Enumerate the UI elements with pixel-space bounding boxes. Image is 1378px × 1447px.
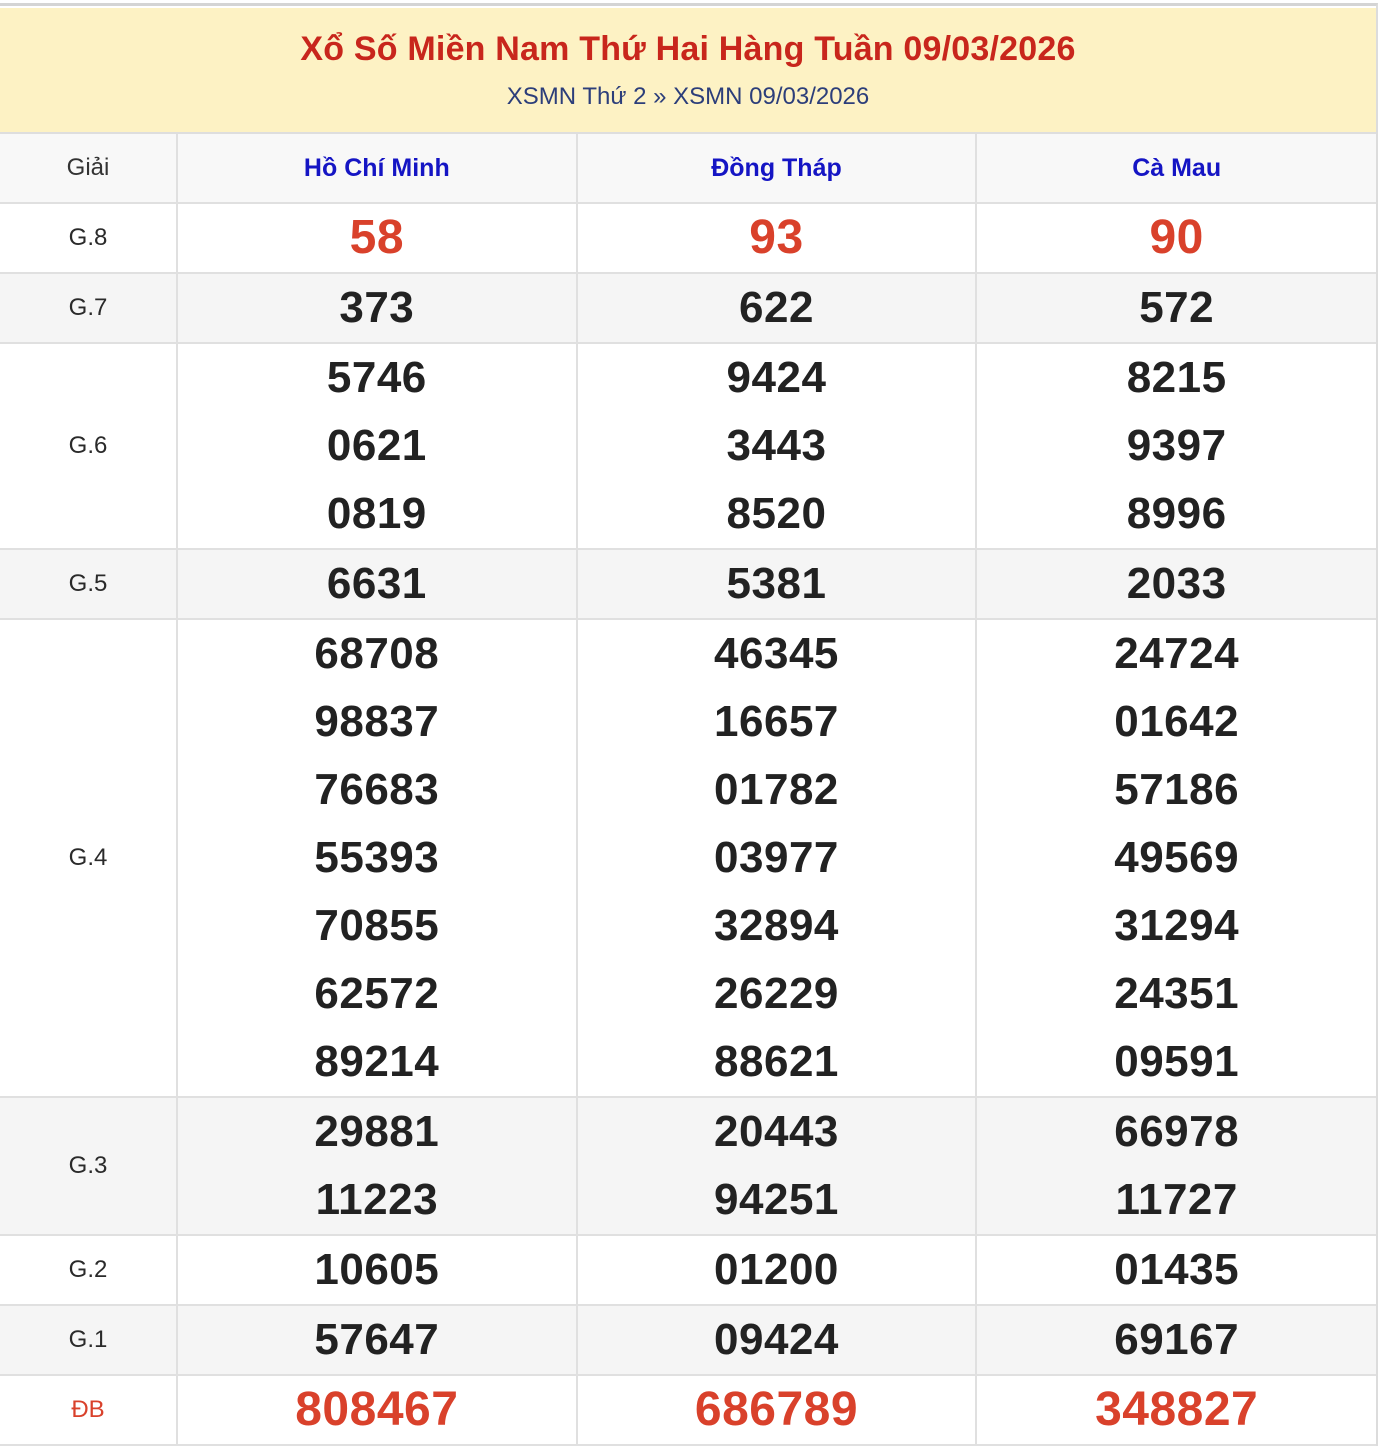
results-table	[0, 134, 1376, 1446]
result-cell-ho-chi-minh	[177, 1375, 577, 1445]
winning-number: 24351	[1114, 969, 1240, 1018]
winning-number: 01642	[1114, 697, 1240, 746]
winning-number: 348827	[1095, 1383, 1259, 1436]
number-list	[977, 1236, 1376, 1304]
result-cell-ca-mau	[976, 1235, 1376, 1305]
winning-number: 98837	[314, 697, 440, 746]
result-cell-ca-mau	[976, 273, 1376, 343]
breadcrumb-link-weekday[interactable]: XSMN Thứ 2	[506, 83, 647, 110]
winning-number: 69167	[1114, 1315, 1240, 1364]
winning-number: 89214	[314, 1037, 440, 1086]
number-list	[977, 620, 1376, 1096]
breadcrumb	[0, 83, 1376, 111]
winning-number: 8520	[726, 489, 827, 538]
results-body	[0, 203, 1376, 1445]
winning-number: 373	[339, 283, 415, 332]
prize-row-g1	[0, 1305, 1376, 1375]
result-cell-dong-thap	[577, 619, 977, 1097]
winning-number: 01435	[1114, 1245, 1240, 1294]
result-cell-ho-chi-minh	[177, 203, 577, 273]
number-list	[578, 1376, 976, 1444]
prize-row-db	[0, 1375, 1376, 1445]
prize-label: ĐB	[0, 1375, 177, 1445]
winning-number: 8215	[1126, 353, 1227, 402]
prize-label: G.7	[0, 273, 177, 343]
winning-number: 31294	[1114, 901, 1240, 950]
table-header-row	[0, 134, 1376, 203]
province-header-ho-chi-minh[interactable]: Hồ Chí Minh	[177, 134, 577, 203]
number-list	[977, 274, 1376, 342]
winning-number: 93	[749, 211, 804, 264]
number-list	[178, 1376, 576, 1444]
winning-number: 5746	[326, 353, 427, 402]
result-cell-ho-chi-minh	[177, 549, 577, 619]
result-cell-dong-thap	[577, 1235, 977, 1305]
number-list	[578, 1236, 976, 1304]
winning-number: 09424	[714, 1315, 839, 1364]
winning-number: 58	[349, 211, 405, 264]
winning-number: 3443	[726, 421, 827, 470]
winning-number: 49569	[1114, 833, 1240, 882]
result-cell-dong-thap	[577, 1375, 977, 1445]
number-list	[178, 344, 576, 548]
number-list	[178, 550, 576, 618]
result-cell-ca-mau	[976, 1375, 1376, 1445]
winning-number: 10605	[314, 1245, 440, 1294]
result-cell-ho-chi-minh	[177, 1097, 577, 1235]
page-title: Xổ Số Miền Nam Thứ Hai Hàng Tuần 09/03/2026	[300, 30, 1076, 68]
winning-number: 01782	[714, 765, 839, 814]
winning-number: 03977	[714, 833, 839, 882]
prize-row-g3	[0, 1097, 1376, 1235]
number-list	[977, 204, 1376, 272]
province-header-ca-mau[interactable]: Cà Mau	[976, 134, 1376, 203]
prize-row-g8	[0, 203, 1376, 273]
result-cell-dong-thap	[577, 549, 977, 619]
result-cell-ho-chi-minh	[177, 619, 577, 1097]
winning-number: 572	[1139, 283, 1215, 332]
winning-number: 0621	[326, 421, 427, 470]
result-cell-ca-mau	[976, 1097, 1376, 1235]
winning-number: 622	[739, 283, 814, 332]
result-cell-ho-chi-minh	[177, 1305, 577, 1375]
number-list	[178, 620, 576, 1096]
winning-number: 6631	[326, 559, 427, 608]
number-list	[578, 1098, 976, 1234]
result-cell-dong-thap	[577, 1097, 977, 1235]
prize-label: G.1	[0, 1305, 177, 1375]
prize-row-g5	[0, 549, 1376, 619]
winning-number: 0819	[326, 489, 427, 538]
number-list	[178, 1306, 576, 1374]
prize-row-g4	[0, 619, 1376, 1097]
winning-number: 88621	[714, 1037, 839, 1086]
winning-number: 24724	[1114, 629, 1240, 678]
number-list	[578, 620, 976, 1096]
winning-number: 808467	[295, 1383, 459, 1436]
winning-number: 2033	[1126, 559, 1227, 608]
winning-number: 66978	[1114, 1107, 1240, 1156]
number-list	[578, 1306, 976, 1374]
number-list	[578, 204, 976, 272]
winning-number: 20443	[714, 1107, 839, 1156]
number-list	[977, 1306, 1376, 1374]
breadcrumb-separator: »	[653, 83, 667, 110]
number-list	[977, 344, 1376, 548]
result-cell-ca-mau	[976, 1305, 1376, 1375]
winning-number: 32894	[714, 901, 839, 950]
winning-number: 62572	[314, 969, 440, 1018]
winning-number: 8996	[1126, 489, 1227, 538]
province-header-dong-thap[interactable]: Đồng Tháp	[577, 134, 977, 203]
number-list	[977, 1098, 1376, 1234]
number-list	[178, 1236, 576, 1304]
winning-number: 68708	[314, 629, 440, 678]
results-banner	[0, 8, 1376, 134]
winning-number: 76683	[314, 765, 440, 814]
number-list	[977, 550, 1376, 618]
breadcrumb-link-date[interactable]: XSMN 09/03/2026	[673, 83, 870, 110]
result-cell-ca-mau	[976, 343, 1376, 549]
winning-number: 09591	[1114, 1037, 1240, 1086]
result-cell-ca-mau	[976, 203, 1376, 273]
winning-number: 686789	[694, 1383, 859, 1436]
result-cell-ho-chi-minh	[177, 343, 577, 549]
prize-label: G.3	[0, 1097, 177, 1235]
result-cell-dong-thap	[577, 1305, 977, 1375]
winning-number: 55393	[314, 833, 440, 882]
result-cell-ho-chi-minh	[177, 273, 577, 343]
winning-number: 9397	[1126, 421, 1227, 470]
winning-number: 90	[1149, 211, 1204, 264]
winning-number: 29881	[314, 1107, 440, 1156]
prize-label: G.2	[0, 1235, 177, 1305]
prize-column-header: Giải	[0, 134, 177, 203]
prize-label: G.6	[0, 343, 177, 549]
number-list	[578, 274, 976, 342]
result-cell-dong-thap	[577, 273, 977, 343]
result-cell-dong-thap	[577, 343, 977, 549]
prize-label: G.5	[0, 549, 177, 619]
result-cell-dong-thap	[577, 203, 977, 273]
prize-label: G.4	[0, 619, 177, 1097]
prize-label: G.8	[0, 203, 177, 273]
result-cell-ca-mau	[976, 549, 1376, 619]
result-cell-ca-mau	[976, 619, 1376, 1097]
winning-number: 26229	[714, 969, 839, 1018]
winning-number: 5381	[726, 559, 827, 608]
number-list	[578, 550, 976, 618]
number-list	[578, 344, 976, 548]
winning-number: 16657	[714, 697, 839, 746]
prize-row-g6	[0, 343, 1376, 549]
winning-number: 01200	[714, 1245, 839, 1294]
winning-number: 46345	[714, 629, 839, 678]
winning-number: 9424	[726, 353, 827, 402]
lottery-results-panel	[0, 3, 1378, 1446]
winning-number: 11727	[1115, 1175, 1238, 1224]
prize-row-g7	[0, 273, 1376, 343]
prize-row-g2	[0, 1235, 1376, 1305]
winning-number: 57186	[1114, 765, 1240, 814]
result-cell-ho-chi-minh	[177, 1235, 577, 1305]
winning-number: 70855	[314, 901, 440, 950]
number-list	[178, 274, 576, 342]
number-list	[977, 1376, 1376, 1444]
winning-number: 94251	[714, 1175, 839, 1224]
winning-number: 57647	[314, 1315, 440, 1364]
number-list	[178, 1098, 576, 1234]
winning-number: 11223	[315, 1175, 439, 1224]
number-list	[178, 204, 576, 272]
